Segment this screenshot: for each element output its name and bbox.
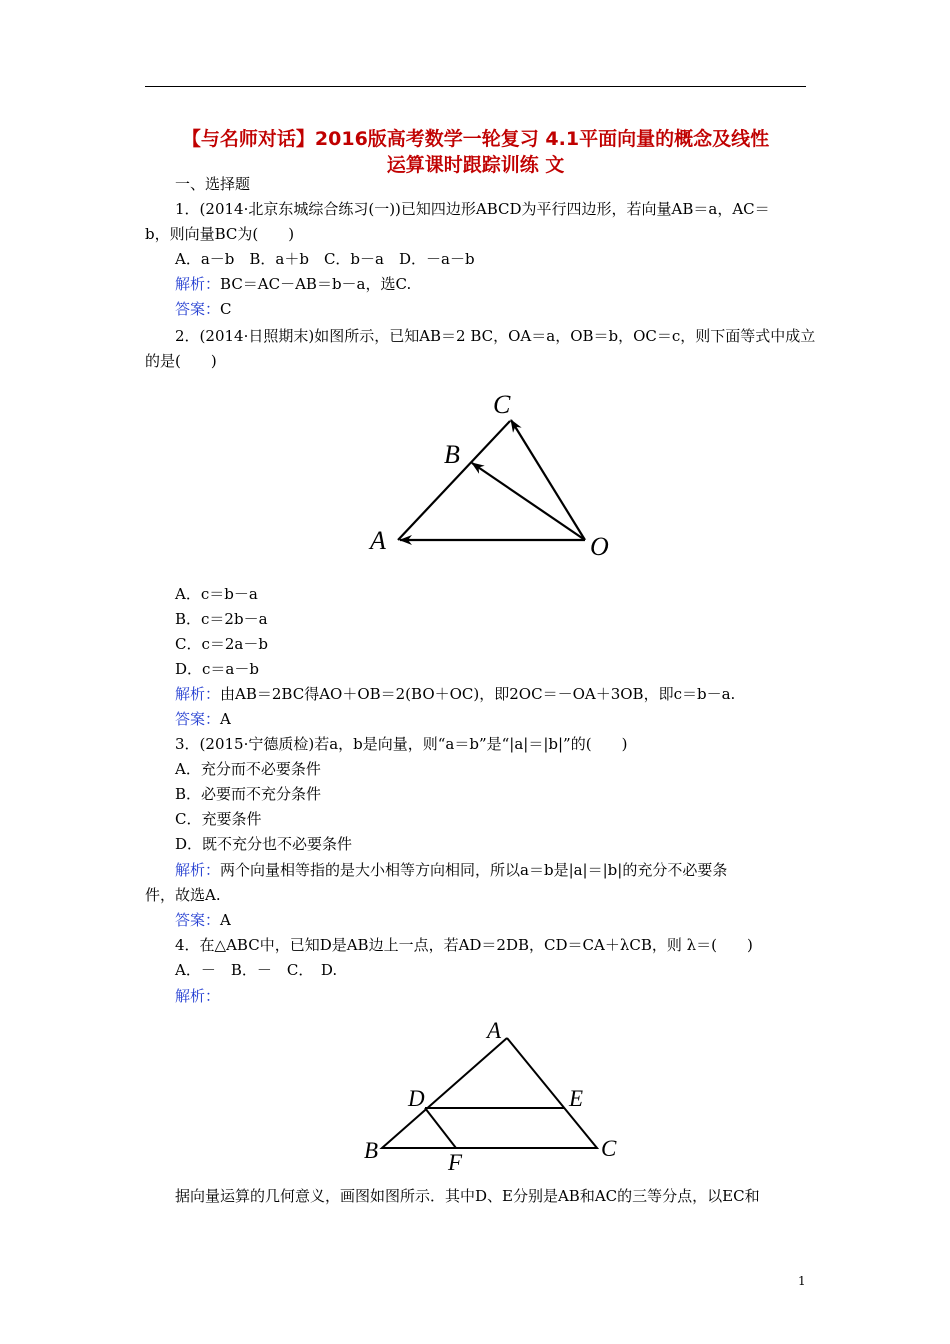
answer-label: 答案： (175, 300, 221, 318)
q1-stem-line2: b，则向量BC为( ) (145, 225, 295, 243)
q2-option-d: D．c＝a－b (175, 660, 259, 678)
point-label-b: B (444, 440, 460, 469)
q2-option-b: B．c＝2b－a (175, 610, 268, 628)
analysis-label: 解析： (175, 987, 221, 1005)
analysis-label: 解析： (175, 685, 221, 703)
point-label-a: A (487, 1018, 502, 1043)
q2-answer (175, 709, 231, 729)
q3-answer-text: A (220, 911, 231, 929)
doc-title-line2: 运算课时跟踪训练 文 (386, 154, 565, 176)
q2-option-a: A．c＝b－a (175, 585, 258, 603)
line-ac (398, 421, 510, 540)
q4-analysis-continuation: 据向量运算的几何意义，画图如图所示．其中D、E分别是AB和AC的三等分点，以EC和 (175, 1187, 760, 1205)
q3-answer (175, 910, 231, 930)
section-heading: 一、选择题 (175, 175, 251, 193)
point-label-c: C (493, 390, 511, 419)
q3-analysis-line2: 件，故选A. (145, 886, 221, 904)
q2-answer-text: A (220, 710, 231, 728)
q4-analysis (175, 986, 220, 1006)
q2-analysis-text: 由AB＝2BC得AO＋OB＝2(BO＋OC)，即2OC＝－OA＋3OB，即c＝b－a. (220, 685, 736, 703)
q2-option-c: C．c＝2a－b (175, 635, 268, 653)
answer-label: 答案： (175, 911, 221, 929)
q1-stem-line1: 1．(2014·北京东城综合练习(一))已知四边形ABCD为平行四边形，若向量AB＝a，AC＝ (175, 200, 770, 218)
q1-answer-text: C (220, 300, 232, 318)
answer-label: 答案： (175, 710, 221, 728)
vector-ob (472, 463, 585, 540)
point-label-e: E (569, 1086, 584, 1111)
q1-options: A．a－b B．a＋b C．b－a D．－a－b (175, 250, 475, 268)
q3-analysis-text: 两个向量相等指的是大小相等方向相同，所以a＝b是|a|＝|b|的充分不必要条 (220, 861, 728, 879)
doc-title-line1: 【与名师对话】2016版高考数学一轮复习 4.1平面向量的概念及线性 (181, 128, 770, 150)
point-label-f: F (448, 1150, 463, 1175)
point-label-b: B (364, 1138, 379, 1163)
q4-stem: 4．在△ABC中，已知D是AB边上一点，若AD＝2DB，CD＝CA＋λCB，则 λ＝( ) (175, 936, 753, 954)
triangle-vector-figure (360, 385, 630, 565)
q4-options: A．－ B．－ C． D. (175, 961, 338, 979)
q3-stem: 3．(2015·宁德质检)若a，b是向量，则“a＝b”是“|a|＝|b|”的( ) (175, 735, 628, 753)
q3-option-a: A．充分而不必要条件 (175, 760, 321, 778)
q3-analysis (175, 860, 727, 880)
point-label-d: D (408, 1086, 425, 1111)
q2-stem-line2: 的是( ) (145, 352, 217, 370)
point-label-o: O (590, 532, 609, 561)
q1-analysis (175, 274, 411, 294)
header-rule (145, 86, 806, 87)
triangle-thirds-figure (355, 1010, 635, 1180)
q1-analysis-text: BC＝AC－AB＝b－a，选C. (220, 275, 412, 293)
q1-answer (175, 299, 232, 319)
vector-oc (511, 420, 585, 540)
segment-df (425, 1108, 456, 1148)
q3-option-d: D．既不充分也不必要条件 (175, 835, 353, 853)
q2-analysis (175, 684, 735, 704)
page-number: 1 (798, 1274, 806, 1288)
point-label-a: A (370, 526, 386, 555)
q3-option-c: C．充要条件 (175, 810, 262, 828)
q3-option-b: B．必要而不充分条件 (175, 785, 322, 803)
analysis-label: 解析： (175, 275, 221, 293)
q2-stem-line1: 2．(2014·日照期末)如图所示，已知AB＝2 BC，OA＝a，OB＝b，OC＝c，则下面等式中成立 (175, 327, 816, 345)
point-label-c: C (601, 1136, 617, 1161)
analysis-label: 解析： (175, 861, 221, 879)
